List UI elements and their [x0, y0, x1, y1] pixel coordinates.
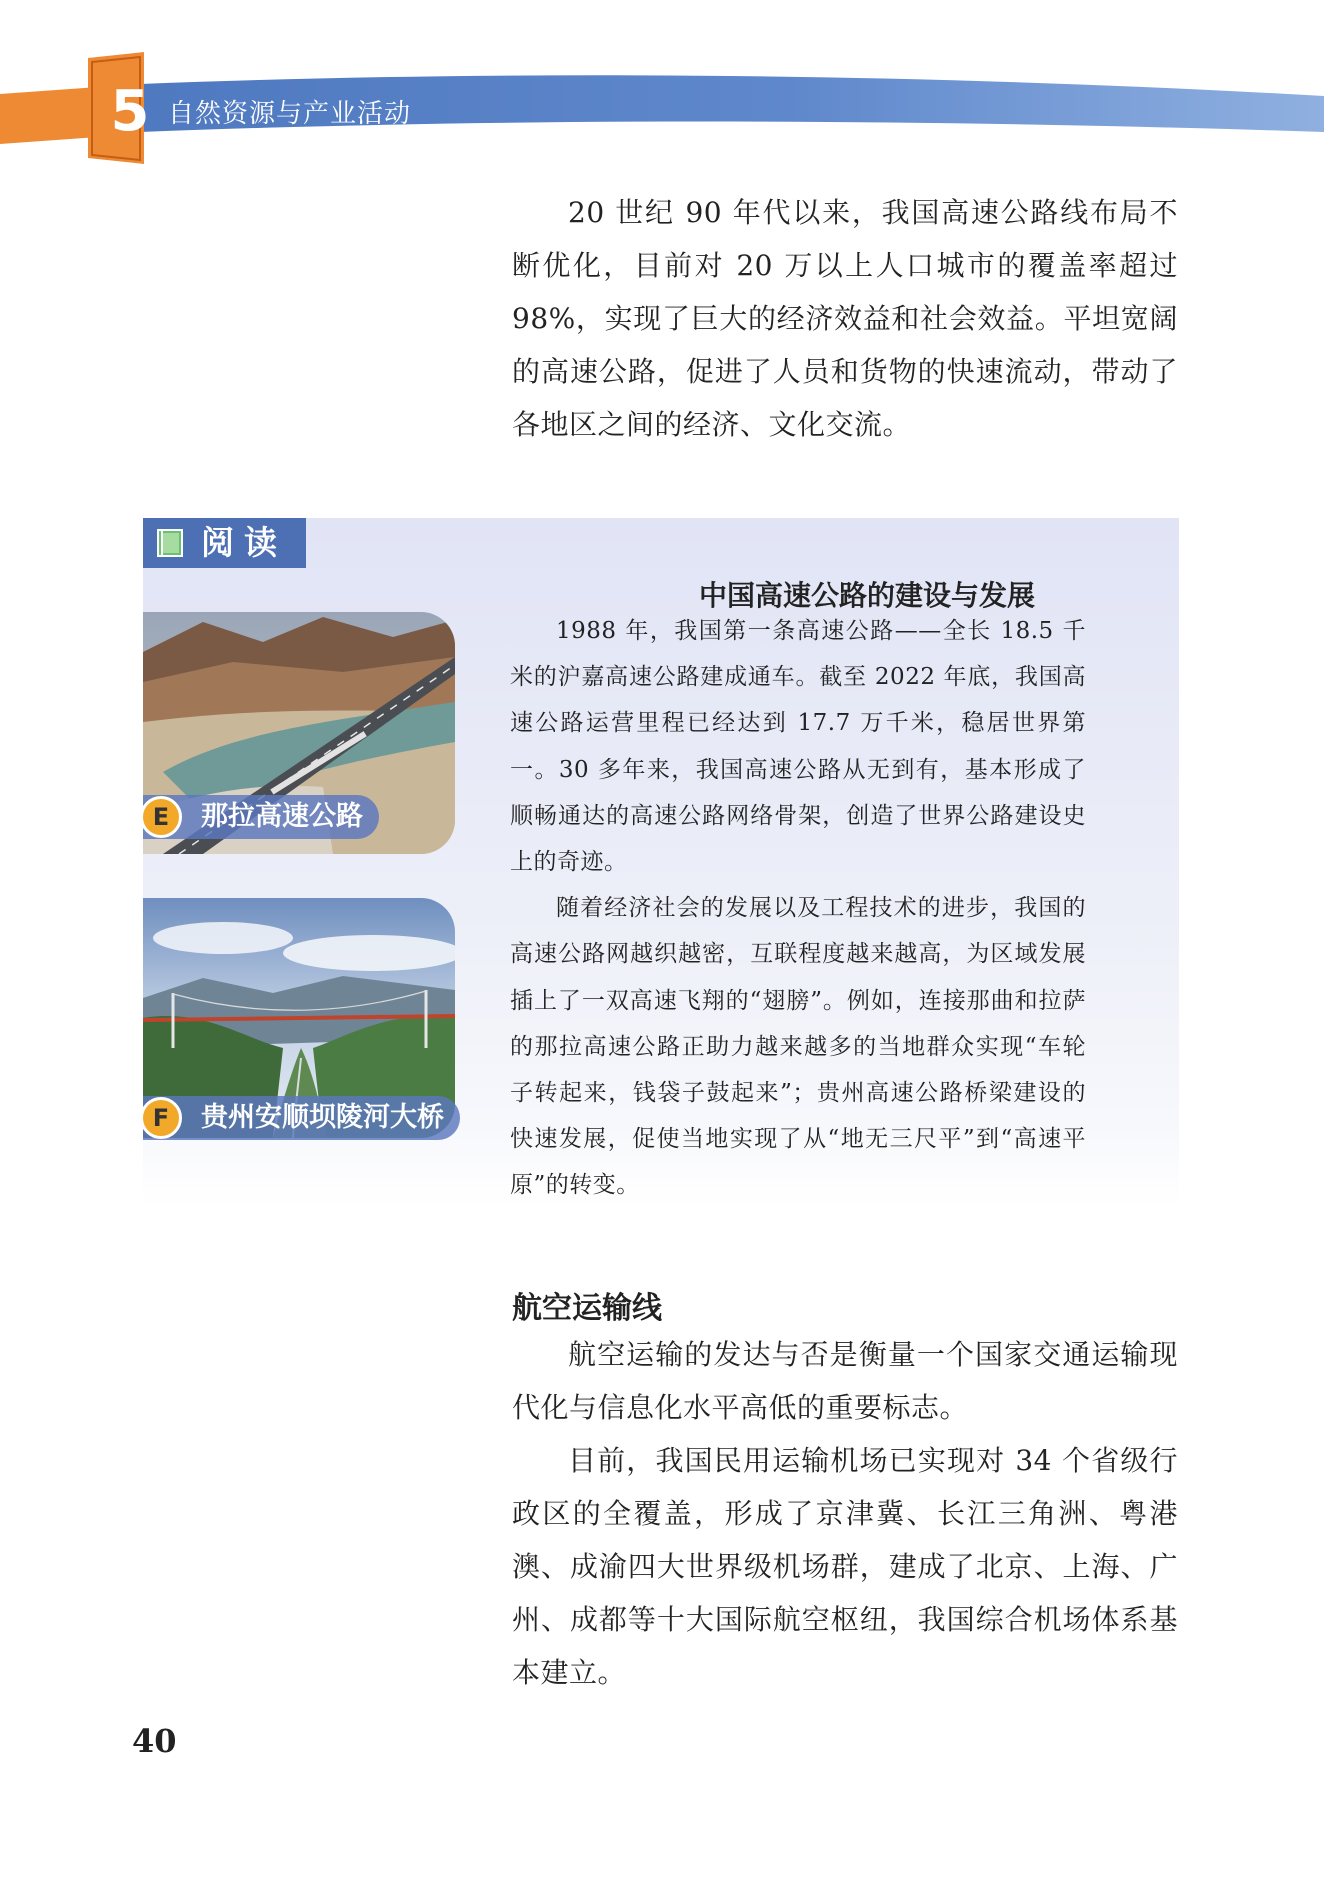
photo-caption-e: 那拉高速公路: [143, 795, 379, 839]
reading-tab-label: 阅读: [201, 523, 287, 562]
reading-text: [510, 608, 1086, 1209]
chapter-header: [0, 0, 1324, 175]
aviation-paragraph-2: 目前，我国民用运输机场已实现对 34 个省级行政区的全覆盖，形成了京津冀、长江三角洲、粤港澳、成渝四大世界级机场群，建成了北京、上海、广州、成都等十大国际航空枢纽，我国综合机场体系基本建立。: [512, 1444, 1178, 1689]
photo-caption-f: 贵州安顺坝陵河大桥: [143, 1096, 460, 1140]
reading-paragraph-2: 随着经济社会的发展以及工程技术的进步，我国的高速公路网越织越密，互联程度越来越高，为区域发展插上了一双高速飞翔的“翅膀”。例如，连接那曲和拉萨的那拉高速公路正助力越来越多的当地群众实现“车轮子转起来，钱袋子鼓起来”；贵州高速公路桥梁建设的快速发展，促使当地实现了从“地无三尺平”到“高速平原”的转变。: [510, 895, 1086, 1199]
intro-section: [512, 186, 1178, 451]
chapter-number: 5: [110, 79, 150, 144]
intro-paragraph: 20 世纪 90 年代以来，我国高速公路线布局不断优化，目前对 20 万以上人口城市的覆盖率超过 98%，实现了巨大的经济效益和社会效益。平坦宽阔的高速公路，促进了人员和货物的快速流动，带动了各地区之间的经济、文化交流。: [512, 196, 1178, 441]
reading-title: 中国高速公路的建设与发展: [698, 579, 1035, 612]
header-banner: [0, 0, 1324, 175]
aviation-heading: 航空运输线: [512, 1291, 662, 1326]
photo-badge-f: F: [140, 1097, 182, 1139]
reading-paragraph-1: 1988 年，我国第一条高速公路——全长 18.5 千米的沪嘉高速公路建成通车。截至 2022 年底，我国高速公路运营里程已经达到 17.7 万千米，稳居世界第一。30 多年来，我国高速公路从无到有，基本形成了顺畅通达的高速公路网络骨架，创造了世界公路建设史上的奇迹。: [510, 618, 1086, 876]
aviation-paragraph-1: 航空运输的发达与否是衡量一个国家交通运输现代化与信息化水平高低的重要标志。: [512, 1338, 1178, 1424]
book-icon: [155, 527, 187, 559]
aviation-section: [512, 1328, 1178, 1699]
photo-badge-e: E: [140, 796, 182, 838]
page-number: 40: [132, 1722, 177, 1760]
reading-tab: [143, 518, 306, 568]
chapter-title: 自然资源与产业活动: [168, 99, 412, 129]
reading-box: [143, 518, 1179, 1206]
